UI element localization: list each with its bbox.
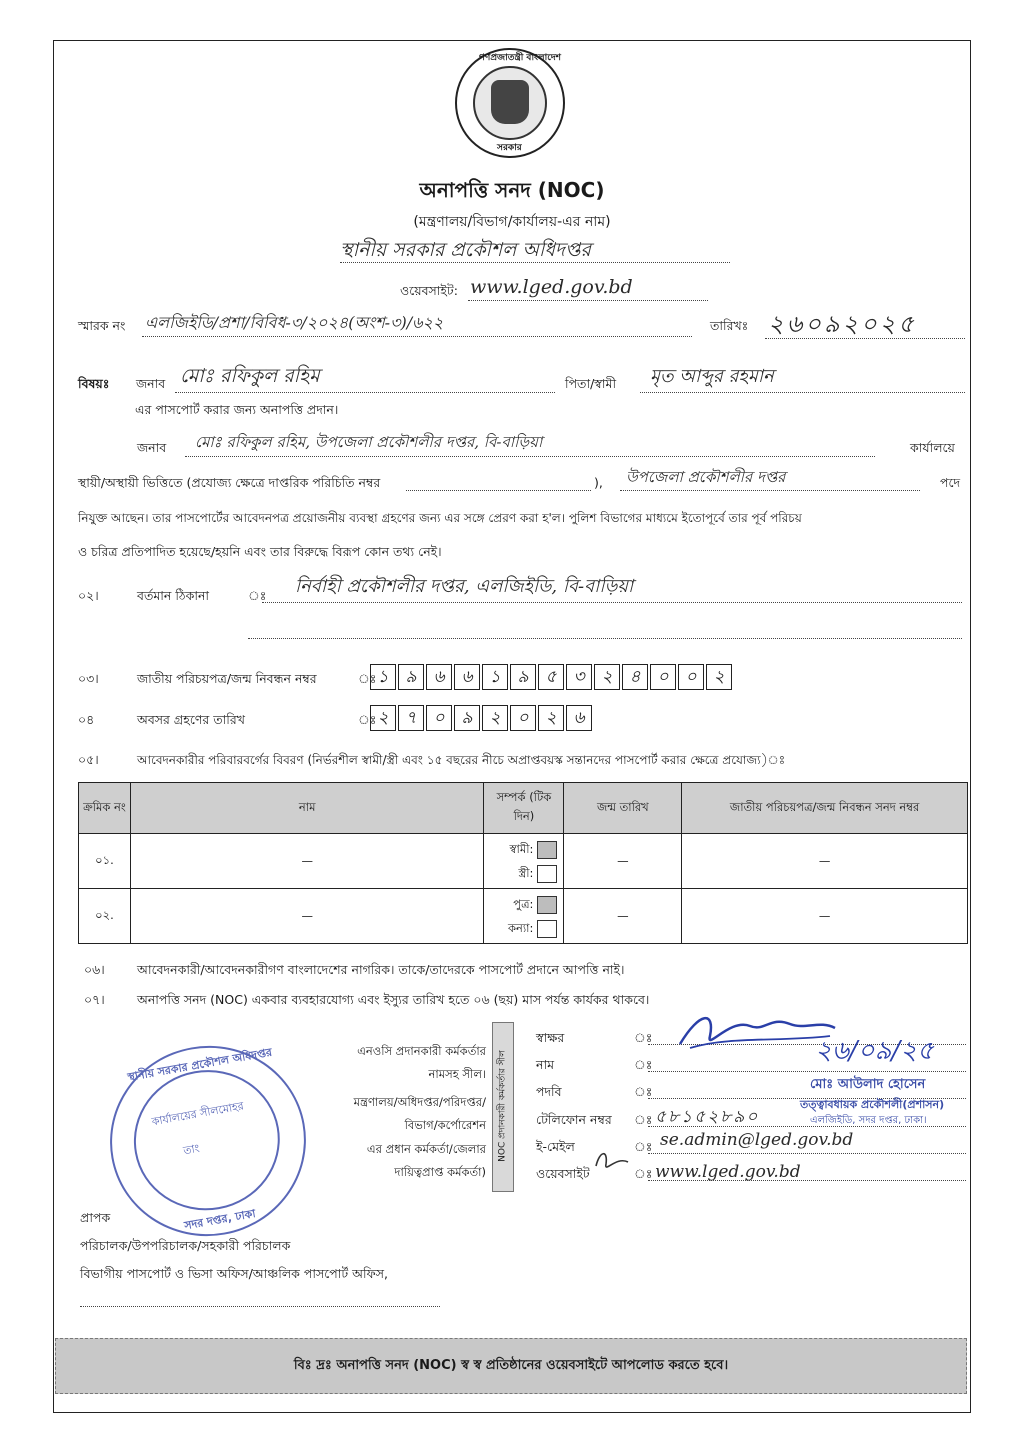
seal-bottom-text: সরকার bbox=[497, 143, 522, 153]
retire-digit-box: ৯ bbox=[454, 705, 480, 731]
initial-mark bbox=[592, 1146, 632, 1178]
wife-checkbox[interactable] bbox=[537, 865, 557, 883]
item04-label: অবসর গ্রহণের তারিখ bbox=[137, 712, 245, 727]
nid-digit-box: ৫ bbox=[538, 664, 564, 690]
office-suffix: কার্যালয়ে bbox=[910, 440, 955, 455]
husband-checkbox[interactable] bbox=[537, 841, 557, 859]
item05-num: ০৫। bbox=[78, 752, 99, 767]
retire-digit-box: ৭ bbox=[398, 705, 424, 731]
office-name: স্থানীয় সরকার প্রকৌশল অধিদপ্তর bbox=[340, 239, 591, 261]
officer-desc-4: বিভাগ/কর্পোরেশন bbox=[404, 1118, 486, 1132]
date-label: তারিখঃ bbox=[710, 318, 749, 333]
phone-label: টেলিফোন নম্বর bbox=[536, 1112, 612, 1127]
item02-num: ০২। bbox=[78, 588, 99, 603]
officer-designation-stamp: তত্ত্বাবধায়ক প্রকৌশলী(প্রশাসন) bbox=[800, 1098, 945, 1111]
perm-close: ), bbox=[594, 475, 603, 490]
web-value: www.lged.gov.bd bbox=[655, 1162, 801, 1182]
nid-digit-box: ০ bbox=[650, 664, 676, 690]
person-office: মোঃ রফিকুল রহিম, উপজেলা প্রকৌশলীর দপ্তর, বি-বাড়িয়া bbox=[195, 433, 543, 451]
post-value: উপজেলা প্রকৌশলীর দপ্তর bbox=[626, 468, 786, 486]
perm-text: স্থায়ী/অস্থায়ী ভিত্তিতে (প্রযোজ্য ক্ষেত্রে দাপ্তরিক পরিচিতি নম্বর bbox=[78, 475, 381, 490]
retire-digit-box: ০ bbox=[510, 705, 536, 731]
col-relation: সম্পর্ক (টিক দিন) bbox=[484, 783, 564, 834]
item03-label: জাতীয় পরিচয়পত্র/জন্ম নিবন্ধন নম্বর bbox=[137, 671, 317, 686]
body-line3: নিযুক্ত আছেন। তার পাসপোর্টের আবেদনপত্র প্রয়োজনীয় ব্যবস্থা গ্রহণের জন্য এর সঙ্গে প্রেরণ করা হ'ল। পুলিশ বিভাগের মাধ্যমে ইতোপূর্বে তার পূর্ব পরিচয় bbox=[78, 511, 802, 525]
col-name: নাম bbox=[130, 783, 484, 834]
col-dob: জন্ম তারিখ bbox=[564, 783, 682, 834]
officer-name-stamp: মোঃ আউলাদ হোসেন bbox=[810, 1077, 926, 1092]
nid-digit-box: ২ bbox=[706, 664, 732, 690]
website-label: ওয়েবসাইট: bbox=[400, 283, 458, 298]
retire-digit-box: ৬ bbox=[566, 705, 592, 731]
item05-label: আবেদনকারীর পরিবারবর্গের বিবরণ (নির্ভরশীল স্বামী/স্ত্রী এবং ১৫ বছরের নীচে অপ্রাপ্তবয়স্ক সন্তানদের পাসপোর্ট করার ক্ষেত্রে প্রযোজ্য)ঃ bbox=[137, 753, 786, 767]
nid-digit-box: ১ bbox=[370, 664, 396, 690]
officer-desc-1: এনওসি প্রদানকারী কর্মকর্তার bbox=[357, 1044, 486, 1058]
col-serial: ক্রমিক নং bbox=[79, 783, 131, 834]
officer-desc-3: মন্ত্রণালয়/অধিদপ্তর/পরিদপ্তর/ bbox=[353, 1095, 486, 1109]
item06-num: ০৬। bbox=[84, 962, 105, 977]
nid-digit-box: ৪ bbox=[622, 664, 648, 690]
web-label: ওয়েবসাইট bbox=[536, 1166, 590, 1181]
government-seal bbox=[455, 48, 565, 158]
page-subtitle: (মন্ত্রণালয়/বিভাগ/কার্যালয়-এর নাম) bbox=[413, 214, 611, 230]
nid-digit-box: ৯ bbox=[398, 664, 424, 690]
body-line4: ও চরিত্র প্রতিপাদিত হয়েছে/হয়নি এবং তার বিরুদ্ধে বিরূপ কোন তথ্য নেই। bbox=[78, 544, 442, 559]
daughter-checkbox[interactable] bbox=[537, 920, 557, 938]
nid-digit-box: ৩ bbox=[566, 664, 592, 690]
designation-label: পদবি bbox=[536, 1084, 562, 1099]
retire-digit-box: ০ bbox=[426, 705, 452, 731]
page-title: অনাপত্তি সনদ (NOC) bbox=[419, 178, 605, 202]
subject-label: বিষয়ঃ bbox=[78, 376, 110, 391]
item03-num: ০৩। bbox=[78, 671, 99, 686]
nid-digit-box: ৬ bbox=[454, 664, 480, 690]
body-janab: জনাব bbox=[137, 440, 167, 455]
recipient-line2: বিভাগীয় পাসপোর্ট ও ভিসা অফিস/আঞ্চলিক পাসপোর্ট অফিস, bbox=[80, 1266, 388, 1281]
retire-digit-box: ২ bbox=[482, 705, 508, 731]
website-value: www.lged.gov.bd bbox=[470, 276, 633, 298]
item02-label: বর্তমান ঠিকানা bbox=[137, 588, 210, 603]
name-label: নাম bbox=[536, 1057, 555, 1072]
item07-num: ০৭। bbox=[84, 992, 105, 1007]
nid-digit-box: ১ bbox=[482, 664, 508, 690]
post-suffix: পদে bbox=[940, 475, 961, 490]
item04-num: ০৪ bbox=[78, 712, 95, 727]
officer-designation-stamp-2: এলজিইডি, সদর দপ্তর, ঢাকা। bbox=[810, 1115, 927, 1126]
officer-desc-5: এর প্রধান কর্মকর্তা/জেলার bbox=[366, 1142, 486, 1156]
nid-digit-box: ০ bbox=[678, 664, 704, 690]
seal-emblem-icon bbox=[491, 80, 529, 124]
sign-label: স্বাক্ষর bbox=[536, 1030, 565, 1045]
son-checkbox[interactable] bbox=[537, 896, 557, 914]
subject-line2: এর পাসপোর্ট করার জন্য অনাপত্তি প্রদান। bbox=[135, 402, 339, 417]
nid-digit-box: ৬ bbox=[426, 664, 452, 690]
retire-digit-box: ২ bbox=[538, 705, 564, 731]
office-seal-ring-bottom: সদর দপ্তর, ঢাকা bbox=[183, 1206, 257, 1233]
recipient-line1: পরিচালক/উপপরিচালক/সহকারী পরিচালক bbox=[80, 1238, 291, 1253]
phone-value: ৫৮১৫২৮৯০ bbox=[655, 1107, 760, 1127]
father-value: মৃত আব্দুর রহমান bbox=[650, 366, 774, 387]
officer-desc-2: নামসহ সীল। bbox=[428, 1067, 486, 1081]
father-label: পিতা/স্বামী bbox=[565, 376, 617, 391]
applicant-name: মোঃ রফিকুল রহিম bbox=[180, 365, 320, 387]
seal-strip-label: NOC প্রদানকারী কর্মকর্তার সীল bbox=[497, 1050, 508, 1162]
office-seal-inner-2: তাং bbox=[182, 1141, 201, 1158]
officer-desc-6: দায়িত্বপ্রাপ্ত কর্মকর্তা) bbox=[394, 1165, 486, 1179]
footer-note: বিঃ দ্রঃ অনাপত্তি সনদ (NOC) স্ব স্ব প্রতিষ্ঠানের ওয়েবসাইটে আপলোড করতে হবে। bbox=[55, 1338, 967, 1394]
nid-digit-box: ৯ bbox=[510, 664, 536, 690]
memo-label: স্মারক নং bbox=[78, 318, 126, 333]
item07-text: অনাপত্তি সনদ (NOC) একবার ব্যবহারযোগ্য এবং ইস্যুর তারিখ হতে ০৬ (ছয়) মাস পর্যন্ত কার্যকর থাকবে। bbox=[137, 992, 650, 1007]
item06-text: আবেদনকারী/আবেদনকারীগণ বাংলাদেশের নাগরিক। তাকে/তাদেরকে পাসপোর্ট প্রদানে আপত্তি নাই। bbox=[137, 962, 625, 977]
memo-value: এলজিইডি/প্রশা/বিবিধ-৩/২০২৪(অংশ-৩)/৬২২ bbox=[145, 313, 444, 332]
date-value: ২৬০৯২০২৫ bbox=[768, 310, 917, 338]
office-seal-inner-1: কার্যালয়ের সীলমোহর bbox=[150, 1099, 245, 1129]
col-nid: জাতীয় পরিচয়পত্র/জন্ম নিবন্ধন সনদ নম্বর bbox=[682, 783, 968, 834]
subject-janab: জনাব bbox=[136, 376, 166, 391]
table-row: ০১. — স্বামী: স্ত্রী: — — bbox=[79, 834, 968, 889]
present-address: নির্বাহী প্রকৌশলীর দপ্তর, এলজিইডি, বি-বাড়িয়া bbox=[295, 576, 634, 597]
family-table bbox=[78, 782, 968, 944]
email-value: se.admin@lged.gov.bd bbox=[660, 1130, 854, 1150]
recipient-label: প্রাপক bbox=[80, 1210, 111, 1225]
retire-digit-box: ২ bbox=[370, 705, 396, 731]
office-seal-ring-top: স্থানীয় সরকার প্রকৌশল অধিদপ্তর bbox=[126, 1045, 273, 1084]
email-label: ই-মেইল bbox=[536, 1139, 575, 1154]
table-row: ০২. — পুত্র: কন্যা: — — bbox=[79, 889, 968, 944]
nid-digit-box: ২ bbox=[594, 664, 620, 690]
seal-ring-text: গণপ্রজাতন্ত্রী বাংলাদেশ bbox=[479, 53, 561, 63]
signature-date: ২৬/০৯/২৫ bbox=[815, 1036, 934, 1066]
